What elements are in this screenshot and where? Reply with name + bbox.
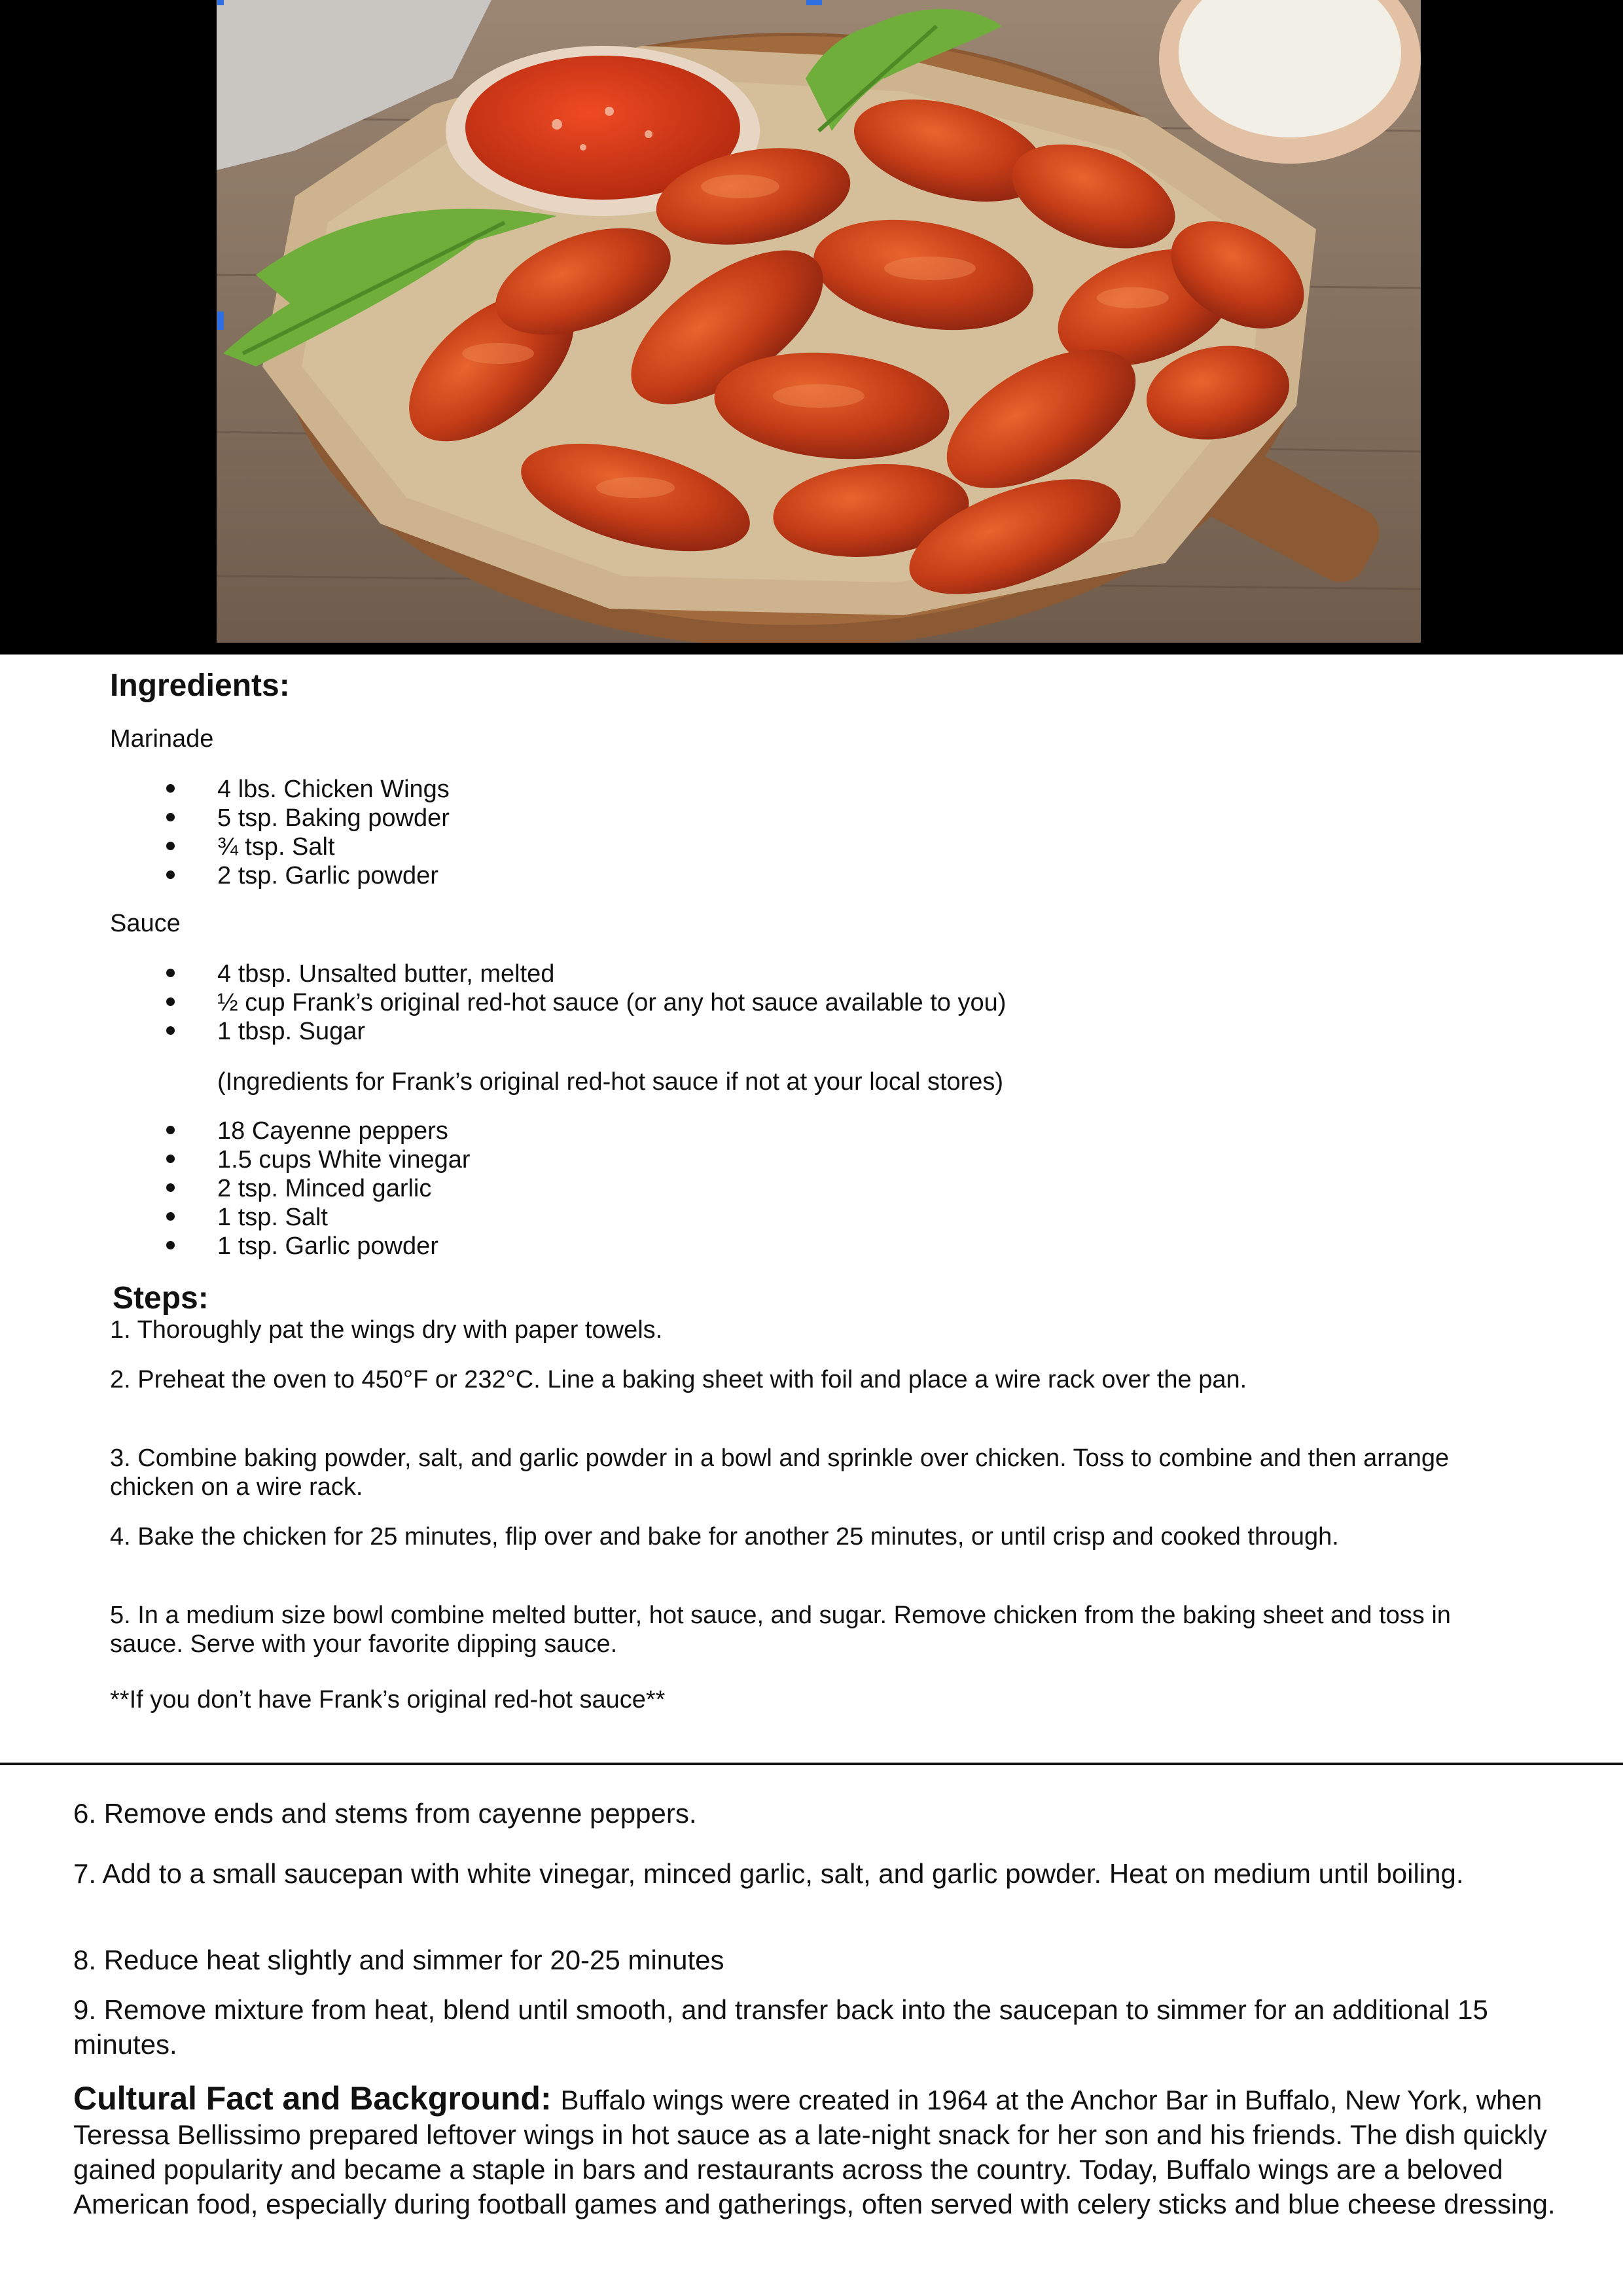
list-item: 2 tsp. Minced garlic <box>217 1174 471 1203</box>
steps-heading: Steps: <box>113 1281 209 1316</box>
list-item: 4 lbs. Chicken Wings <box>217 775 450 804</box>
buffalo-wings-photo <box>217 0 1421 643</box>
cultural-fact-title: Cultural Fact and Background: <box>73 2080 561 2117</box>
list-item: 2 tsp. Garlic powder <box>217 861 450 890</box>
step-6: 6. Remove ends and stems from cayenne peppers. <box>73 1798 697 1829</box>
list-item: 1 tsp. Garlic powder <box>217 1232 471 1261</box>
bullet-icon <box>166 1155 175 1163</box>
bullet-icon <box>166 1241 175 1249</box>
marinade-label: Marinade <box>110 725 214 753</box>
bullet-icon <box>166 813 175 821</box>
list-item: ¾ tsp. Salt <box>217 833 450 861</box>
step-7: 7. Add to a small saucepan with white vinegar, minced garlic, salt, and garlic powder. Heat on medium until boiling. <box>73 1858 1464 1889</box>
image-handle-top-center[interactable] <box>806 0 822 5</box>
cultural-fact-section <box>73 2081 1578 2221</box>
list-item: 1.5 cups White vinegar <box>217 1145 471 1174</box>
list-item: 1 tsp. Salt <box>217 1203 471 1232</box>
homemade-sauce-list <box>217 1117 471 1261</box>
marinade-list <box>217 775 450 890</box>
list-item: 5 tsp. Baking powder <box>217 804 450 833</box>
step-3: 3. Combine baking powder, salt, and garlic powder in a bowl and sprinkle over chicken. Toss to combine and then arrange chicken on a wire rack. <box>110 1444 1450 1501</box>
bullet-icon <box>166 1183 175 1192</box>
step-4: 4. Bake the chicken for 25 minutes, flip over and bake for another 25 minutes, or until crisp and cooked through. <box>110 1523 1339 1551</box>
ingredients-heading: Ingredients: <box>110 668 290 703</box>
bullet-icon <box>166 969 175 977</box>
image-handle-left[interactable] <box>217 312 224 330</box>
sauce-label: Sauce <box>110 910 181 937</box>
image-handle-top[interactable] <box>217 0 224 5</box>
franks-note: **If you don’t have Frank’s original red-hot sauce** <box>110 1686 666 1713</box>
bullet-icon <box>166 997 175 1006</box>
step-5: 5. In a medium size bowl combine melted butter, hot sauce, and sugar. Remove chicken from the baking sheet and toss in sauce. Serve with your favorite dipping sauce. <box>110 1602 1451 1658</box>
sauce-list <box>217 960 1006 1046</box>
step-1: 1. Thoroughly pat the wings dry with paper towels. <box>110 1316 663 1344</box>
bullet-icon <box>166 1212 175 1221</box>
page-divider <box>0 1763 1623 1765</box>
list-item: ½ cup Frank’s original red-hot sauce (or any hot sauce available to you) <box>217 988 1006 1017</box>
cultural-fact-body: Buffalo wings were created in 1964 at the Anchor Bar in Buffalo, New York, when Teressa Bellissimo prepared leftover wings in hot sauce as a late-night snack for her son and his friends. The dish quickly gained popularity and became a staple in bars and restaurants across the country. Today, Buffalo wings are a beloved American food, especially during football games and gatherings, often served with celery sticks and blue cheese dressing. <box>73 2085 1556 2219</box>
step-2: 2. Preheat the oven to 450°F or 232°C. Line a baking sheet with foil and place a wire rack over the pan. <box>110 1366 1247 1393</box>
bullet-icon <box>166 1126 175 1134</box>
bullet-icon <box>166 1026 175 1035</box>
hero-banner <box>0 0 1623 655</box>
bullet-icon <box>166 870 175 879</box>
step-9: 9. Remove mixture from heat, blend until smooth, and transfer back into the saucepan to simmer for an additional 15 minutes. <box>73 1994 1488 2060</box>
list-item: 1 tbsp. Sugar <box>217 1017 1006 1046</box>
list-item: 4 tbsp. Unsalted butter, melted <box>217 960 1006 988</box>
homemade-sauce-note: (Ingredients for Frank’s original red-hot sauce if not at your local stores) <box>217 1068 1004 1096</box>
bullet-icon <box>166 842 175 850</box>
list-item: 18 Cayenne peppers <box>217 1117 471 1145</box>
step-8: 8. Reduce heat slightly and simmer for 20-25 minutes <box>73 1945 724 1975</box>
bullet-icon <box>166 784 175 793</box>
